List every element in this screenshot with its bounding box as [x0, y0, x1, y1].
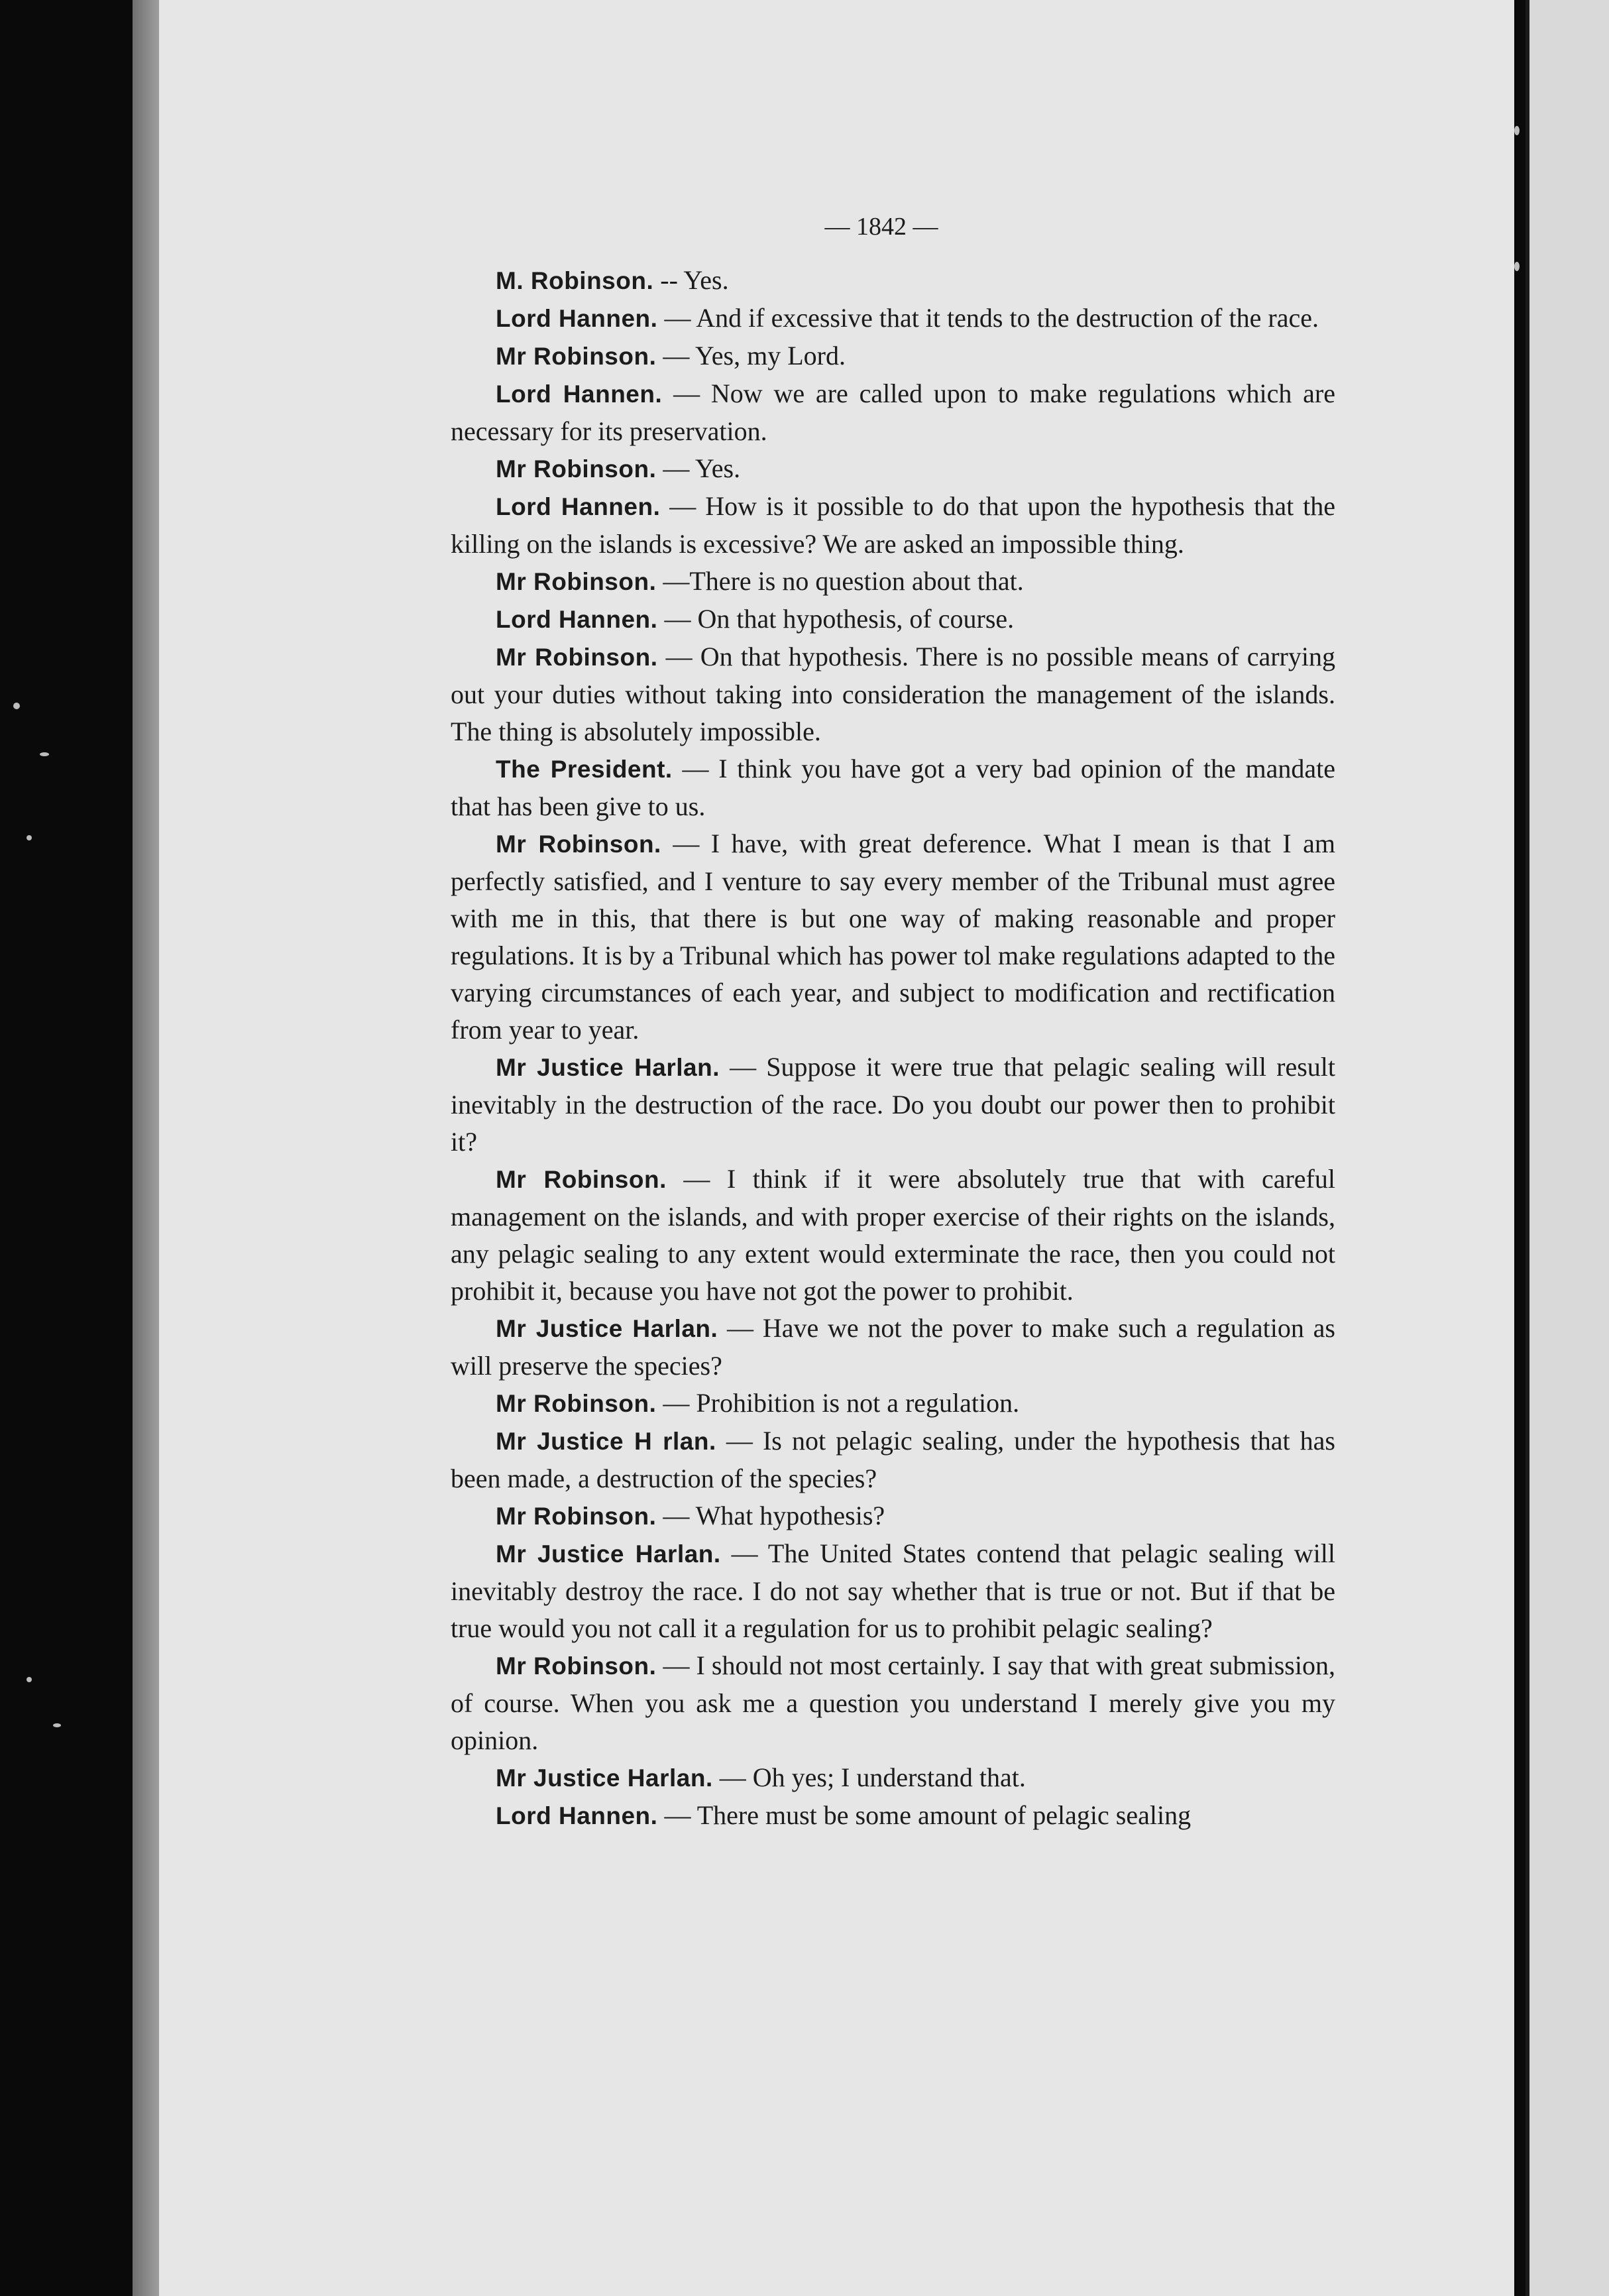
speech-text: — Have we not the pover to make such a regulation as will preserve the species? [451, 1313, 1335, 1381]
speech-text: — Is not pelagic sealing, under the hypothesis that has been made, a destruction of the species? [451, 1426, 1335, 1493]
speaker-name: Mr Robinson. [496, 455, 657, 483]
speech-text: -- Yes. [653, 265, 729, 295]
speaker-name: Lord Hannen. [496, 1802, 658, 1829]
transcript-paragraph [451, 488, 1335, 563]
scan-artifact-speck [27, 835, 32, 840]
transcript-paragraph [451, 262, 1335, 300]
scan-artifact-speck [40, 752, 49, 756]
speaker-name: Lord Hannen. [496, 493, 661, 520]
speech-text: — There must be some amount of pelagic sealing [657, 1800, 1192, 1830]
speaker-name: Lord Hannen. [496, 380, 663, 408]
transcript-paragraph [451, 750, 1335, 825]
speech-text: — Prohibition is not a regulation. [656, 1388, 1020, 1418]
scan-artifact-speck [1514, 262, 1520, 271]
speaker-name: Mr Robinson. [496, 1390, 657, 1417]
speech-text: — On that hypothesis, of course. [657, 604, 1015, 634]
transcript-paragraph [451, 1385, 1335, 1422]
speaker-name: Mr Robinson. [496, 1166, 667, 1193]
speaker-name: Mr Justice Harlan. [496, 1764, 713, 1792]
transcript-paragraph [451, 1497, 1335, 1535]
speech-text: — The United States contend that pelagic sealing will inevitably destroy the race. I do not say whether that is true or not. But if that be true would you not call it a regulation for us to prohibit pelagic sealing? [451, 1538, 1335, 1643]
transcript-paragraph [451, 1797, 1335, 1835]
speech-text: — Yes, my Lord. [656, 341, 846, 371]
speech-text: — I should not most certainly. I say that with great submission, of course. When you ask me a question you understand I merely give you my opinion. [451, 1650, 1335, 1755]
transcript-paragraph [451, 1161, 1335, 1310]
speech-text: — I have, with great deference. What I mean is that I am perfectly satisfied, and I venture to say every member of the Tribunal must agree with me in this, that there is but one way of making reasonable and proper regulations. It is by a Tribunal which has power tol make regulations adapted to the varying circumstances of each year, and subject to modification and rectification from year to year. [451, 829, 1335, 1045]
speaker-name: Mr Robinson. [496, 1503, 657, 1530]
speaker-name: M. Robinson. [496, 267, 654, 294]
speech-text: — Suppose it were true that pelagic sealing will result inevitably in the destruction of the race. Do you doubt our power then to prohibit it? [451, 1052, 1335, 1157]
transcript-paragraph [451, 375, 1335, 450]
speaker-name: Lord Hannen. [496, 305, 658, 332]
speaker-name: Mr Robinson. [496, 831, 661, 858]
scan-artifact-speck [27, 1677, 32, 1682]
speaker-name: Mr Justice Harlan. [496, 1315, 718, 1342]
scan-artifact-speck [53, 1723, 61, 1727]
speaker-name: Mr Robinson. [496, 343, 657, 370]
transcript-paragraph [451, 638, 1335, 750]
speech-text: — Now we are called upon to make regulations which are necessary for its preservation. [451, 378, 1335, 446]
speaker-name: Mr Justice H rlan. [496, 1428, 716, 1455]
scan-artifact-speck [1514, 126, 1520, 135]
speech-text: — How is it possible to do that upon the hypothesis that the killing on the islands is excessive? We are asked an impossible thing. [451, 491, 1335, 559]
speaker-name: Mr Robinson. [496, 644, 658, 671]
speech-text: — What hypothesis? [656, 1501, 885, 1530]
transcript-paragraph [451, 563, 1335, 601]
page-number: — 1842 — [824, 213, 938, 241]
transcript-paragraph [451, 337, 1335, 375]
transcript-paragraph [451, 1535, 1335, 1647]
speaker-name: Mr Justice Harlan. [496, 1540, 721, 1568]
transcript-paragraph [451, 1759, 1335, 1797]
speaker-name: The President. [496, 756, 673, 783]
transcript-paragraph [451, 825, 1335, 1049]
transcript-paragraph [451, 1422, 1335, 1497]
speech-text: — I think if it were absolutely true that with careful management on the islands, and with proper exercise of their rights on the islands, any pelagic sealing to any extent would exterminate the race, then you could not prohibit it, because you have not got the power to prohibit. [451, 1164, 1335, 1306]
transcript-paragraph [451, 1310, 1335, 1385]
speech-text: —There is no question about that. [656, 566, 1024, 596]
speech-text: — Yes. [656, 453, 741, 483]
speech-text: — And if excessive that it tends to the destruction of the race. [657, 303, 1319, 333]
scan-artifact-speck [13, 703, 20, 709]
transcript-body [451, 262, 1335, 1835]
speech-text: — On that hypothesis. There is no possible means of carrying out your duties without taking into consideration the management of the islands. The thing is absolutely impossible. [451, 642, 1335, 746]
transcript-paragraph [451, 1049, 1335, 1161]
speaker-name: Mr Robinson. [496, 1652, 657, 1680]
transcript-paragraph [451, 450, 1335, 488]
facing-page-strip [1526, 0, 1609, 2296]
speaker-name: Lord Hannen. [496, 606, 658, 633]
transcript-paragraph [451, 1647, 1335, 1759]
transcript-paragraph [451, 300, 1335, 337]
speaker-name: Mr Robinson. [496, 568, 657, 595]
speech-text: — I think you have got a very bad opinion of the mandate that has been give to us. [451, 754, 1336, 821]
transcript-paragraph [451, 601, 1335, 638]
speech-text: — Oh yes; I understand that. [712, 1762, 1026, 1792]
speaker-name: Mr Justice Harlan. [496, 1054, 720, 1081]
